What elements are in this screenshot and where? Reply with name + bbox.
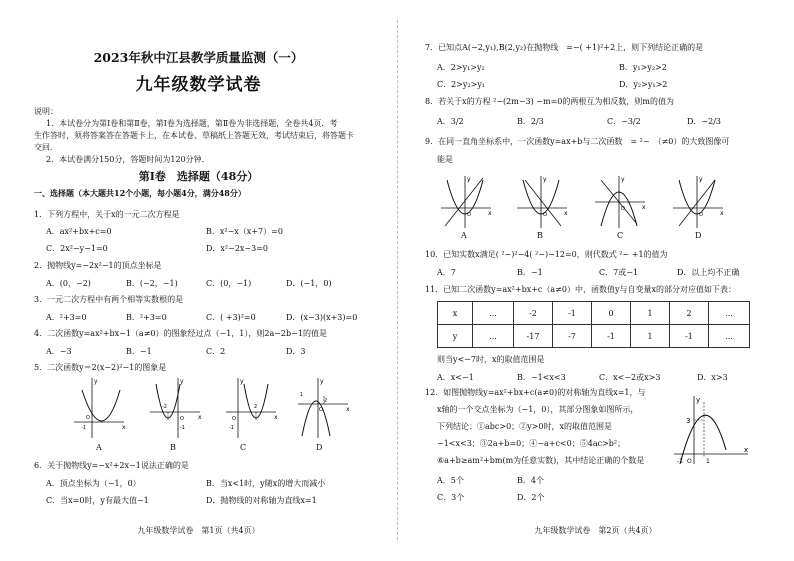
q9-stem: 9．在同一直角坐标系中，一次函数y=ax+b与二次函数 = ²− （≠0）的大致图像可 <box>425 137 730 146</box>
q10-option-b: B．−1 <box>517 268 543 277</box>
svg-text:O: O <box>180 416 184 422</box>
q8-stem: 8．若关于x的方程 ²−(2m−3) −m=0的两根互为相反数，则m的值为 <box>425 97 674 106</box>
q11-row-x <box>438 302 750 325</box>
q2-option-a: A．(0，−2) <box>46 279 91 288</box>
svg-text:y: y <box>180 378 184 385</box>
q11-cell: x <box>438 302 473 325</box>
q8-option-d: D．−2/3 <box>687 117 721 126</box>
q6-option-a: A．顶点坐标为（−1，0） <box>46 479 141 488</box>
q11-cell: -1 <box>592 325 631 348</box>
svg-text:x: x <box>346 406 350 413</box>
q5-graph-b <box>148 374 204 440</box>
q6-option-c: C．当x=0时，y有最大值−1 <box>46 496 149 505</box>
q11-value-table <box>437 301 750 348</box>
q7-option-b: B．y₁>y₂>2 <box>619 63 667 72</box>
q5-label-b: B <box>170 443 176 452</box>
q8-option-a: A．3/2 <box>437 117 464 126</box>
q3-stem: 3．一元二次方程中有两个相等实数根的是 <box>34 295 184 304</box>
q11-cell: -1 <box>670 325 709 348</box>
page-2 <box>397 0 794 561</box>
q5-label-c: C <box>240 443 247 452</box>
q4-option-a: A．−3 <box>46 347 72 356</box>
svg-text:y: y <box>94 378 98 385</box>
q10-option-c: C．7或−1 <box>599 268 639 277</box>
section-title: 第Ⅰ卷 选择题（48分） <box>138 170 259 183</box>
q12-graph-neg1: -1 <box>677 458 683 465</box>
q12-option-b: B．4个 <box>517 476 544 485</box>
q11-cell: ... <box>473 325 514 348</box>
subject-title: 九年级数学试卷 <box>135 75 262 95</box>
q11-cell: ... <box>473 302 514 325</box>
q11-stem: 11．已知二次函数y=ax²+bx+c（a≠0）中，函数值y与自变量x的部分对应值如下表： <box>425 285 737 294</box>
q11-option-b: B．−1<x<3 <box>517 373 566 382</box>
svg-text:2: 2 <box>324 398 328 404</box>
q9-graph-b <box>515 172 571 230</box>
note-1-line-2: 生作答时，须将答案答在答题卡上，在本试卷、草稿纸上答题无效，考试结束后，将答题卡 <box>34 131 354 140</box>
q5-graph-a <box>72 374 128 440</box>
svg-text:x: x <box>642 204 646 211</box>
q12-graph <box>672 394 752 466</box>
q9-label-a: A <box>461 231 467 240</box>
notes-heading: 说明： <box>34 107 58 116</box>
q2-option-c: C．(0，−1) <box>206 279 252 288</box>
q5-label-d: D <box>316 443 323 452</box>
note-1-line-1: 1．本试卷分为第Ⅰ卷和第Ⅱ卷，第Ⅰ卷为选择题，第Ⅱ卷为非选择题，全卷共4页．考 <box>46 119 338 128</box>
q7-option-d: D．y₂>y₁>2 <box>619 80 668 89</box>
q9-stem-2: 能是 <box>437 155 453 164</box>
q5-stem: 5．二次函数y＝2(x−2)²−1的图象是 <box>34 363 167 372</box>
svg-text:-2: -2 <box>162 404 167 410</box>
q11-cell: -1 <box>553 302 592 325</box>
q11-cell: 2 <box>670 302 709 325</box>
q1-option-a: A．ax²+bx+c=0 <box>46 227 112 236</box>
svg-text:y: y <box>240 378 244 385</box>
svg-text:x: x <box>274 414 278 421</box>
q12-graph-one: 1 <box>706 458 710 465</box>
q12-line-5: ⑥a+b≥am²+bm(m为任意实数)，其中结论正确的个数是 <box>437 456 645 465</box>
svg-text:x: x <box>122 424 126 431</box>
svg-text:-1: -1 <box>229 425 234 431</box>
q8-option-b: B．2/3 <box>517 117 544 126</box>
q9-label-b: B <box>537 231 543 240</box>
svg-text:O: O <box>319 407 323 413</box>
q11-cell: y <box>438 325 473 348</box>
q11-option-a: A．x<−1 <box>437 373 474 382</box>
svg-text:O: O <box>467 212 471 218</box>
q11-cell: -7 <box>553 325 592 348</box>
q10-option-a: A．7 <box>437 268 456 277</box>
exam-title: 2023年秋中江县教学质量监测（一） <box>93 50 304 65</box>
q11-option-d: D．x>3 <box>697 373 728 382</box>
q3-option-b: B．²+3=0 <box>126 313 167 322</box>
q7-option-a: A．2>y₁>y₂ <box>437 63 485 72</box>
q1-stem: 1．下列方程中，关于x的一元二次方程是 <box>34 210 180 219</box>
q5-graph-c <box>224 374 280 440</box>
q6-stem: 6．关于抛物线y=−x²+2x−1说法正确的是 <box>34 461 189 470</box>
svg-text:O: O <box>699 212 703 218</box>
q12-line-2: x轴的一个交点坐标为（−1，0），其部分图象如图所示， <box>437 405 639 414</box>
svg-text:y: y <box>543 176 547 183</box>
q11-cell: ... <box>709 302 750 325</box>
q9-graph-d <box>671 172 727 230</box>
q1-option-d: D．x²−2x−3=0 <box>206 244 269 253</box>
q12-option-d: D．2个 <box>517 493 545 502</box>
q4-stem: 4．二次函数y=ax²+bx−1（a≠0）的图象经过点（−1，1），则2a−2b−1的值是 <box>34 329 327 338</box>
q8-option-c: C．−3/2 <box>607 117 641 126</box>
svg-text:2: 2 <box>254 404 258 410</box>
q9-graph-c <box>593 172 649 230</box>
svg-text:O: O <box>621 206 625 212</box>
q11-cell: -17 <box>514 325 553 348</box>
q11-ask: 则当y<−7时，x的取值范围是 <box>437 355 545 364</box>
page-1-footer: 九年级数学试卷 第1页（共4页） <box>137 526 260 535</box>
q12-graph-three: 3 <box>686 417 691 425</box>
q12-line-4: −1<x<3；③2a+b=0；④−a+c<0；⑤4ac>b²； <box>437 439 626 448</box>
q2-option-b: B．(−2，−1) <box>126 279 178 288</box>
q11-cell: -2 <box>514 302 553 325</box>
q6-option-b: B．当x<1时，y随x的增大而减小 <box>206 479 326 488</box>
q12-line-1: 12．如图抛物线y=ax²+bx+c(a≠0)的对称轴为直线x=1，与 <box>425 388 646 397</box>
q4-option-d: D．3 <box>286 347 306 356</box>
q1-option-b: B．x²−x（x+7）=0 <box>206 227 283 236</box>
svg-text:O: O <box>86 415 90 421</box>
q12-graph-y-label: y <box>696 396 701 404</box>
q12-graph-x-label: x <box>744 446 749 454</box>
q11-option-c: C．x<−2或x>3 <box>599 373 661 382</box>
q6-option-d: D．抛物线的对称轴为直线x=1 <box>206 496 317 505</box>
svg-text:-1: -1 <box>81 425 86 431</box>
note-2: 2．本试卷满分150分，答题时间为120分钟． <box>46 155 210 164</box>
q3-option-c: C．( +3)²=0 <box>206 313 256 322</box>
svg-text:O: O <box>543 212 547 218</box>
svg-text:1: 1 <box>300 392 304 398</box>
page-2-footer: 九年级数学试卷 第2页（共4页） <box>534 526 657 535</box>
q9-label-c: C <box>617 231 624 240</box>
q11-cell: 1 <box>631 325 670 348</box>
q10-option-d: D．以上均不正确 <box>677 268 740 277</box>
q12-line-3: 下列结论：①abc>0；②y>0时，x的取值范围是 <box>437 422 612 431</box>
q4-option-b: B．−1 <box>126 347 152 356</box>
q7-stem: 7．已知点A(−2,y₁),B(2,y₂)在抛物线 =−( +1)²+2上，则下列结论正确的是 <box>425 43 704 52</box>
svg-text:O: O <box>232 416 236 422</box>
q11-cell: 0 <box>592 302 631 325</box>
svg-text:y: y <box>320 378 324 385</box>
q11-cell: ... <box>709 325 750 348</box>
q10-stem: 10．已知实数x满足( ²−)²−4( ²−)−12=0，则代数式 ²− +1的值为 <box>425 250 668 259</box>
q3-option-a: A．²+3=0 <box>46 313 87 322</box>
q11-row-y <box>438 325 750 348</box>
q2-option-d: D．(−1，0) <box>286 279 332 288</box>
note-1-line-3: 交回． <box>34 143 58 152</box>
q11-cell: 1 <box>631 302 670 325</box>
svg-text:x: x <box>488 210 492 217</box>
svg-text:y: y <box>699 176 703 183</box>
q1-option-c: C．2x²−y−1=0 <box>46 244 108 253</box>
q12-option-a: A．5个 <box>437 476 464 485</box>
q7-option-c: C．2>y₂>y₁ <box>437 80 486 89</box>
svg-text:x: x <box>564 210 568 217</box>
q3-option-d: D．(x−3)(x+3)=0 <box>286 313 358 322</box>
svg-text:-1: -1 <box>180 425 185 431</box>
q2-stem: 2．抛物线y=−2x²−1的顶点坐标是 <box>34 261 162 270</box>
svg-text:y: y <box>621 176 625 183</box>
q12-graph-origin: O <box>687 458 692 465</box>
svg-text:x: x <box>198 414 202 421</box>
svg-text:x: x <box>720 210 724 217</box>
q4-option-c: C．2 <box>206 347 226 356</box>
q12-option-c: C．3个 <box>437 493 465 502</box>
q9-label-d: D <box>695 231 702 240</box>
part-1-heading: 一、选择题（本大题共12个小题，每小题4分，满分48分） <box>34 188 246 198</box>
q5-graph-d <box>296 374 352 440</box>
q5-label-a: A <box>96 443 102 452</box>
svg-text:y: y <box>467 176 471 183</box>
q9-graph-a <box>439 172 495 230</box>
